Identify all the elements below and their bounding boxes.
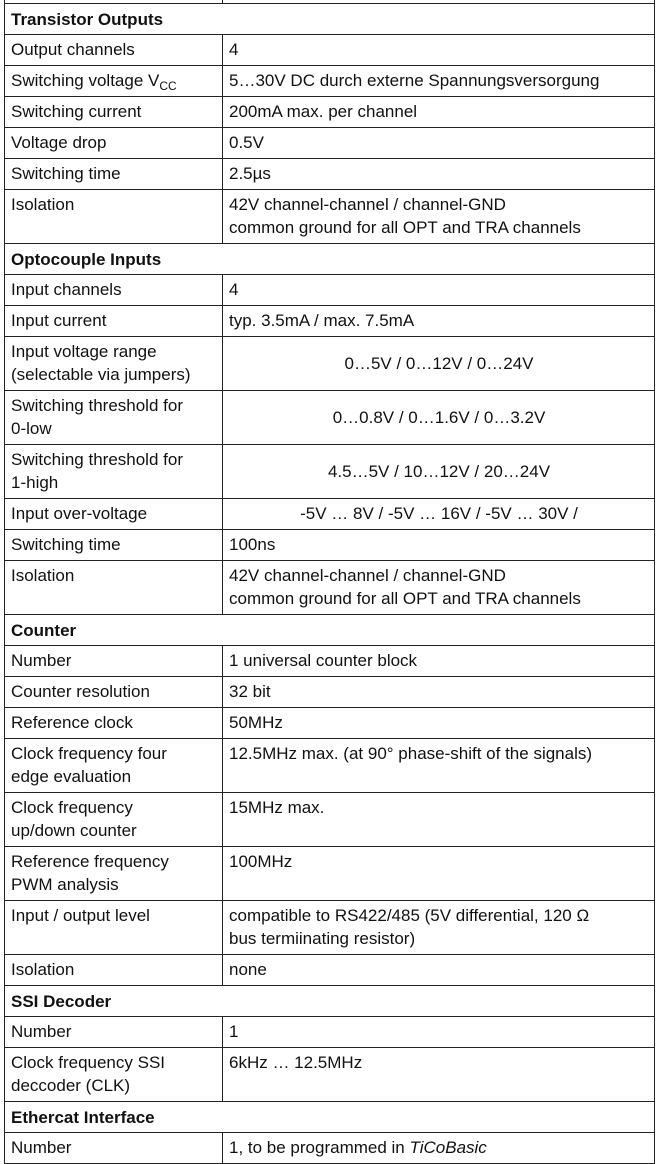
table-row xyxy=(5,793,655,847)
value-italic: TiCoBasic xyxy=(409,1138,487,1157)
row-label: Switching current xyxy=(5,97,223,128)
row-value: 32 bit xyxy=(223,677,655,708)
row-label: Input over-voltage xyxy=(5,499,223,530)
table-row xyxy=(5,445,655,499)
row-label: Input / output level xyxy=(5,901,223,955)
label-line: deccoder (CLK) xyxy=(11,1076,131,1095)
row-value xyxy=(223,901,655,955)
value-line: bus termiinating resistor) xyxy=(229,929,416,948)
table-row xyxy=(5,499,655,530)
row-value: 4 xyxy=(223,35,655,66)
row-label xyxy=(5,847,223,901)
row-value: 12.5MHz max. (at 90° phase-shift of the signals) xyxy=(223,739,655,793)
row-value: 4 xyxy=(223,275,655,306)
value-line: compatible to RS422/485 (5V differential, 120 Ω xyxy=(229,906,590,925)
table-row xyxy=(5,530,655,561)
table-row xyxy=(5,391,655,445)
label-line: up/down counter xyxy=(11,821,137,840)
label-line: (selectable via jumpers) xyxy=(11,365,191,384)
label-line: Switching threshold for xyxy=(11,450,183,469)
table-row xyxy=(5,677,655,708)
spec-table xyxy=(4,0,655,1164)
row-value: 5…30V DC durch externe Spannungsversorgung xyxy=(223,66,655,97)
section-title: Ethercat Interface xyxy=(5,1102,655,1133)
table-row xyxy=(5,128,655,159)
row-value: 100ns xyxy=(223,530,655,561)
row-label: Switching time xyxy=(5,530,223,561)
row-value: 200mA max. per channel xyxy=(223,97,655,128)
row-value: 0.5V xyxy=(223,128,655,159)
table-row xyxy=(5,847,655,901)
section-header-optocouple-inputs xyxy=(5,244,655,275)
row-label xyxy=(5,66,223,97)
row-value: none xyxy=(223,955,655,986)
table-row xyxy=(5,708,655,739)
row-label: Switching time xyxy=(5,159,223,190)
value-text: 1, to be programmed in xyxy=(229,1138,410,1157)
row-label: Input current xyxy=(5,306,223,337)
section-header-ethercat-interface xyxy=(5,1102,655,1133)
row-label xyxy=(5,337,223,391)
label-line: Clock frequency xyxy=(11,798,133,817)
table-row xyxy=(5,646,655,677)
row-label: Number xyxy=(5,1133,223,1164)
value-line: common ground for all OPT and TRA channels xyxy=(229,589,581,608)
row-label: Isolation xyxy=(5,955,223,986)
value-line: 42V channel-channel / channel-GND xyxy=(229,566,506,585)
section-header-transistor-outputs xyxy=(5,4,655,35)
table-row xyxy=(5,739,655,793)
row-value xyxy=(223,1133,655,1164)
row-label xyxy=(5,445,223,499)
row-label: Counter resolution xyxy=(5,677,223,708)
section-title: Optocouple Inputs xyxy=(5,244,655,275)
section-title: SSI Decoder xyxy=(5,986,655,1017)
row-label: Input channels xyxy=(5,275,223,306)
row-label: Number xyxy=(5,1017,223,1048)
row-value: 4.5…5V / 10…12V / 20…24V xyxy=(223,445,655,499)
row-value: 1 universal counter block xyxy=(223,646,655,677)
row-label: Number xyxy=(5,646,223,677)
row-value: typ. 3.5mA / max. 7.5mA xyxy=(223,306,655,337)
table-row xyxy=(5,561,655,615)
row-value: 100MHz xyxy=(223,847,655,901)
table-row xyxy=(5,1133,655,1164)
row-label xyxy=(5,1048,223,1102)
section-title: Counter xyxy=(5,615,655,646)
table-row xyxy=(5,35,655,66)
row-value: 6kHz … 12.5MHz xyxy=(223,1048,655,1102)
row-value: 0…0.8V / 0…1.6V / 0…3.2V xyxy=(223,391,655,445)
row-label xyxy=(5,391,223,445)
table-row xyxy=(5,275,655,306)
table-row xyxy=(5,66,655,97)
table-row xyxy=(5,97,655,128)
row-label: Isolation xyxy=(5,190,223,244)
row-value: 2.5µs xyxy=(223,159,655,190)
table-row xyxy=(5,901,655,955)
value-line: common ground for all OPT and TRA channels xyxy=(229,218,581,237)
row-label: Isolation xyxy=(5,561,223,615)
label-line: edge evaluation xyxy=(11,767,132,786)
table-row xyxy=(5,159,655,190)
label-main: Switching voltage V xyxy=(11,71,160,90)
table-row xyxy=(5,955,655,986)
row-label: Output channels xyxy=(5,35,223,66)
label-line: Input voltage range xyxy=(11,342,157,361)
specification-sheet xyxy=(4,0,654,1164)
row-value: 0…5V / 0…12V / 0…24V xyxy=(223,337,655,391)
section-header-counter xyxy=(5,615,655,646)
label-line: Clock frequency SSI xyxy=(11,1053,166,1072)
row-value: -5V … 8V / -5V … 16V / -5V … 30V / xyxy=(223,499,655,530)
label-line: PWM analysis xyxy=(11,875,119,894)
table-row xyxy=(5,1048,655,1102)
label-line: 1-high xyxy=(11,473,59,492)
table-row xyxy=(5,1017,655,1048)
table-row xyxy=(5,306,655,337)
row-value: 1 xyxy=(223,1017,655,1048)
row-label xyxy=(5,793,223,847)
table-row xyxy=(5,337,655,391)
label-subscript: CC xyxy=(159,79,177,93)
label-line: 0-low xyxy=(11,419,52,438)
row-label: Reference clock xyxy=(5,708,223,739)
section-header-ssi-decoder xyxy=(5,986,655,1017)
row-label xyxy=(5,739,223,793)
section-title: Transistor Outputs xyxy=(5,4,655,35)
row-value: 15MHz max. xyxy=(223,793,655,847)
value-line: 42V channel-channel / channel-GND xyxy=(229,195,506,214)
row-value: 50MHz xyxy=(223,708,655,739)
row-value xyxy=(223,190,655,244)
table-row xyxy=(5,190,655,244)
label-line: Switching threshold for xyxy=(11,396,183,415)
row-label: Voltage drop xyxy=(5,128,223,159)
label-line: Clock frequency four xyxy=(11,744,167,763)
row-value xyxy=(223,561,655,615)
label-line: Reference frequency xyxy=(11,852,169,871)
